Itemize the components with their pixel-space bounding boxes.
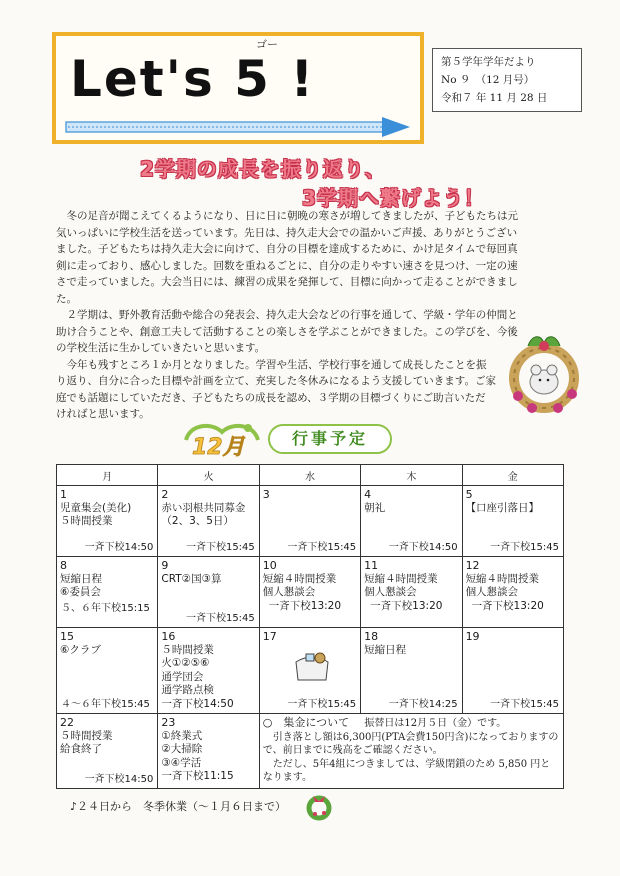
day-number: 8 — [60, 559, 67, 572]
calendar-day-12 — [462, 557, 563, 628]
event-line: 短縮４時間授業 — [465, 572, 540, 585]
event-line: 個人懇談会 — [262, 586, 316, 598]
event-line: ⑥委員会 — [60, 586, 101, 598]
day-number: 4 — [364, 488, 372, 501]
day-number: 17 — [262, 630, 277, 643]
dismissal-time: 一斉下校13:20 — [471, 599, 544, 612]
day-number: 15 — [60, 630, 74, 643]
calendar-day-11 — [361, 557, 462, 628]
calendar-day-22 — [57, 714, 158, 789]
event-line: 個人懇談会 — [465, 586, 519, 598]
day-number: 3 — [262, 488, 270, 501]
calendar-day-17 — [259, 628, 360, 714]
calendar-day-5 — [462, 486, 563, 557]
paragraph-1: 冬の足音が聞こえてくるようになり、日に日に朝晩の寒さが増してきましたが、子どもたちは元気いっぱいに学校生活を送っています。先日は、持久走大会での温かいご声援、ありがとうございました。子どもたちは持久走大会に向けて、自分の目標を達成するために、かけ足タイムで毎回真剣に走っており、感心しました。回数を重ねるごとに、自分の走りやすい速さを見つけ、一定の速さで走っていました。大会当日には、練習の成果を発揮して、目標に向かって走ることができました。 — [56, 210, 518, 305]
calendar-week-1 — [57, 486, 564, 557]
payment-notice-exception: ただし、5年4組につきましては、学級閉鎖のため 5,850 円となります。 — [262, 758, 551, 783]
weekday-header-row — [57, 465, 564, 486]
dismissal-time: ４～６年下校15:45 — [61, 698, 150, 710]
day-number: 10 — [262, 559, 277, 572]
event-line: 通学団会 — [161, 670, 204, 683]
dismissal-time: 一斉下校14:50 — [84, 541, 154, 553]
calendar-day-23 — [158, 714, 259, 789]
payment-notice-amount: 引き落とし額は6,300円(PTA会費150円含)になっておりますので、前日までに残高をご確認ください。 — [262, 731, 559, 756]
month-mark-label: 12月 — [192, 435, 245, 460]
issue-name: 第５学年学年だより — [441, 56, 536, 68]
calendar-day-18 — [361, 628, 462, 714]
calendar-day-19 — [462, 628, 563, 714]
dismissal-time: 一斉下校14:25 — [388, 698, 458, 710]
dismissal-time: 一斉下校15:45 — [287, 541, 357, 553]
calendar-day-4 — [361, 486, 462, 557]
dismissal-time: 一斉下校15:45 — [490, 541, 559, 553]
weekday-mon: 月 — [57, 465, 158, 486]
gift-bag-icon — [290, 648, 334, 682]
weekday-fri: 金 — [462, 465, 563, 486]
event-line: （2、3、5日） — [161, 515, 234, 527]
calendar-day-10 — [259, 557, 360, 628]
issue-date: 令和７ 年 11 月 28 日 — [441, 92, 548, 104]
winter-break-note: ♪２４日から 冬季休業（～１月６日まで） — [70, 800, 287, 813]
payment-notice-title: ○ 集金について — [262, 716, 350, 729]
paragraph-2: ２学期は、野外教育活動や総合の発表会、持久走大会などの行事を通して、学級・学年の仲間と助け合うことや、創意工夫して活動することの楽しさを学ぶことができました。この学びを、今後の学校生活に生かしていきたいと思います。 — [56, 309, 518, 354]
calendar-week-4 — [57, 714, 564, 789]
payment-notice-date: 振替日は12月５日（金）です。 — [364, 718, 507, 729]
dismissal-time: 一斉下校15:45 — [490, 698, 559, 710]
event-line: 短縮日程 — [60, 572, 102, 585]
weekday-tue: 火 — [158, 465, 259, 486]
event-line: ②大掃除 — [161, 743, 203, 755]
headline-line-1: 2学期の成長を振り返り、 — [140, 157, 386, 181]
logo-ruby: ゴー — [256, 38, 278, 51]
title-frame — [52, 32, 424, 144]
dismissal-time: ５、６年下校15:15 — [61, 602, 150, 614]
day-number: 23 — [161, 716, 176, 729]
event-line: 短縮日程 — [364, 643, 407, 656]
event-line: CRT②国③算 — [161, 572, 222, 585]
day-number: 5 — [465, 488, 473, 501]
small-wreath-icon — [304, 792, 334, 822]
calendar-day-2 — [158, 486, 259, 557]
event-line: 火①②⑤⑥ — [161, 657, 210, 669]
payment-notice — [259, 714, 563, 789]
calendar-week-2 — [57, 557, 564, 628]
day-number: 12 — [465, 559, 480, 572]
article-body — [56, 208, 526, 423]
weekday-wed: 水 — [259, 465, 360, 486]
calendar-day-3 — [259, 486, 360, 557]
day-number: 19 — [465, 630, 480, 643]
event-line: 【口座引落日】 — [465, 501, 540, 514]
dismissal-time: 一斉下校11:15 — [161, 770, 234, 782]
dismissal-time: 一斉下校13:20 — [268, 599, 342, 612]
dismissal-time: 一斉下校15:45 — [287, 698, 357, 710]
calendar-week-3 — [57, 628, 564, 714]
event-line: ５時間授業 — [60, 515, 113, 527]
day-number: 1 — [60, 488, 67, 501]
event-line: ５時間授業 — [60, 729, 113, 742]
event-line: 短縮４時間授業 — [364, 572, 438, 585]
christmas-wreath-icon — [498, 332, 592, 422]
calendar-day-16 — [158, 628, 259, 714]
headline-line-2: 3学期へ繋げよう！ — [302, 186, 485, 210]
dismissal-time: 一斉下校15:45 — [185, 612, 255, 624]
weekday-thu: 木 — [361, 465, 462, 486]
event-line: 短縮４時間授業 — [262, 572, 337, 585]
event-line: 給食終了 — [60, 743, 102, 755]
event-line: ①終業式 — [161, 729, 203, 742]
event-line: 個人懇談会 — [364, 586, 417, 598]
event-line: 児童集会(美化) — [60, 501, 132, 514]
day-number: 18 — [364, 630, 379, 643]
event-line: ５時間授業 — [161, 643, 214, 656]
calendar-day-15 — [57, 628, 158, 714]
event-line: 赤い羽根共同募金 — [161, 501, 246, 514]
paragraph-3: 今年も残すところ１か月となりました。学習や生活、学校行事を通して成長したことを振り返り、自分に合った目標や計画を立て、充実した冬休みになるよう支援していきます。ご家庭でも話題にしていただき、子どもたちの成長を認め、３学期の目標づくりにご助言いただければと思います。 — [56, 358, 496, 420]
schedule-title: 行事予定 — [268, 424, 392, 454]
event-line: ⑥クラブ — [60, 643, 101, 656]
day-number: 9 — [161, 559, 169, 572]
day-number: 22 — [60, 716, 74, 729]
dismissal-time: 一斉下校14:50 — [388, 541, 458, 553]
day-number: 11 — [364, 559, 379, 572]
dismissal-time: 一斉下校13:20 — [370, 599, 443, 612]
month-12-mark — [182, 418, 262, 462]
dismissal-time: 一斉下校14:50 — [161, 697, 234, 710]
issue-number: No ９ （12 月号） — [441, 74, 535, 86]
day-number: 2 — [161, 488, 169, 501]
event-calendar — [56, 464, 564, 789]
calendar-day-8 — [57, 557, 158, 628]
day-number: 16 — [161, 630, 176, 643]
event-line: 通学路点検 — [161, 684, 214, 696]
arrow-icon — [64, 116, 414, 138]
dismissal-time: 一斉下校15:45 — [185, 541, 255, 553]
issue-info — [432, 48, 582, 112]
calendar-day-9 — [158, 557, 259, 628]
calendar-day-1 — [57, 486, 158, 557]
logo-title: Let's 5 ! — [70, 50, 316, 108]
dismissal-time: 一斉下校14:50 — [84, 773, 154, 785]
event-line: 朝礼 — [364, 501, 386, 514]
event-line: ③④学活 — [161, 756, 202, 769]
